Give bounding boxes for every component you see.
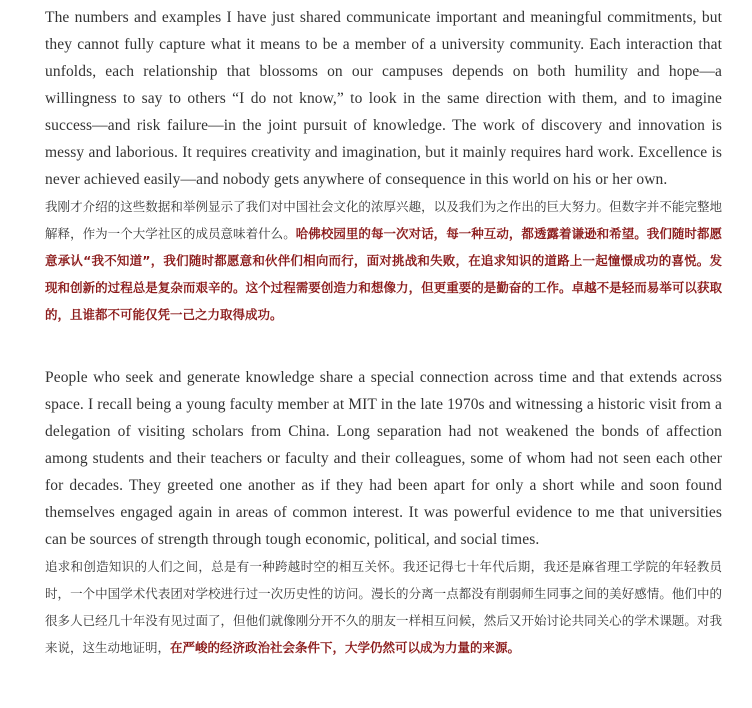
paragraph-2-chinese-highlight: 在严峻的经济政治社会条件下，大学仍然可以成为力量的来源。 — [170, 640, 521, 655]
paragraph-1-chinese-highlight: 哈佛校园里的每一次对话，每一种互动，都透露着谦逊和希望。我们随时都愿意承认“我不知道”，我们随时都愿意和伙伴们相向而行，面对挑战和失败，在追求知识的道路上一起憧憬成功的喜悦。发现和创新的过程总是复杂而艰辛的。这个过程需要创造力和想像力，但更重要的是勤奋的工作。卓越不是轻而易举可以获取的，且谁都不可能仅凭一己之力取得成功。 — [45, 226, 722, 322]
paragraph-1-chinese-plain: 我刚才介绍的这些数据和举例显示了我们对中国社会文化的浓厚兴趣，以及我们为之作出的巨大努力。但数字并不能完整地解释，作为一个大学社区的成员意味着什么。 — [45, 199, 722, 241]
paragraph-1-chinese — [45, 193, 722, 328]
paragraph-spacer — [45, 328, 722, 364]
paragraph-2-english: People who seek and generate knowledge share a special connection across time and that extends across space. I recall being a young faculty member at MIT in the late 1970s and witnessing a historic visit from a delegation of visiting scholars from China. Long separation had not weakened the bonds of affection among students and their teachers or faculty and their colleagues, some of whom had not seen each other for decades. They greeted one another as if they had been apart for only a short while and soon found themselves engaged again in areas of common interest. It was powerful evidence to me that universities can be sources of strength through tough economic, political, and social times. — [45, 369, 722, 548]
paragraph-2-chinese — [45, 553, 722, 661]
paragraph-1-english: The numbers and examples I have just shared communicate important and meaningful commitments, but they cannot fully capture what it means to be a member of a university community. Each interaction that unfolds, each relationship that blossoms on our campuses depends on both humility and hope—a willingness to say to others “I do not know,” to look in the same direction with them, and to imagine success—and risk failure—in the joint pursuit of knowledge. The work of discovery and innovation is messy and laborious. It requires creativity and imagination, but it mainly requires hard work. Excellence is never achieved easily—and nobody gets anywhere of consequence in this world on his or her own. — [45, 9, 722, 188]
article-body — [45, 0, 722, 661]
paragraph-2-chinese-plain: 追求和创造知识的人们之间，总是有一种跨越时空的相互关怀。我还记得七十年代后期，我还是麻省理工学院的年轻教员时，一个中国学术代表团对学校进行过一次历史性的访问。漫长的分离一点都没有削弱师生同事之间的美好感情。他们中的很多人已经几十年没有见过面了，但他们就像刚分开不久的朋友一样相互问候，然后又开始讨论共同关心的学术课题。对我来说，这生动地证明， — [45, 559, 722, 655]
